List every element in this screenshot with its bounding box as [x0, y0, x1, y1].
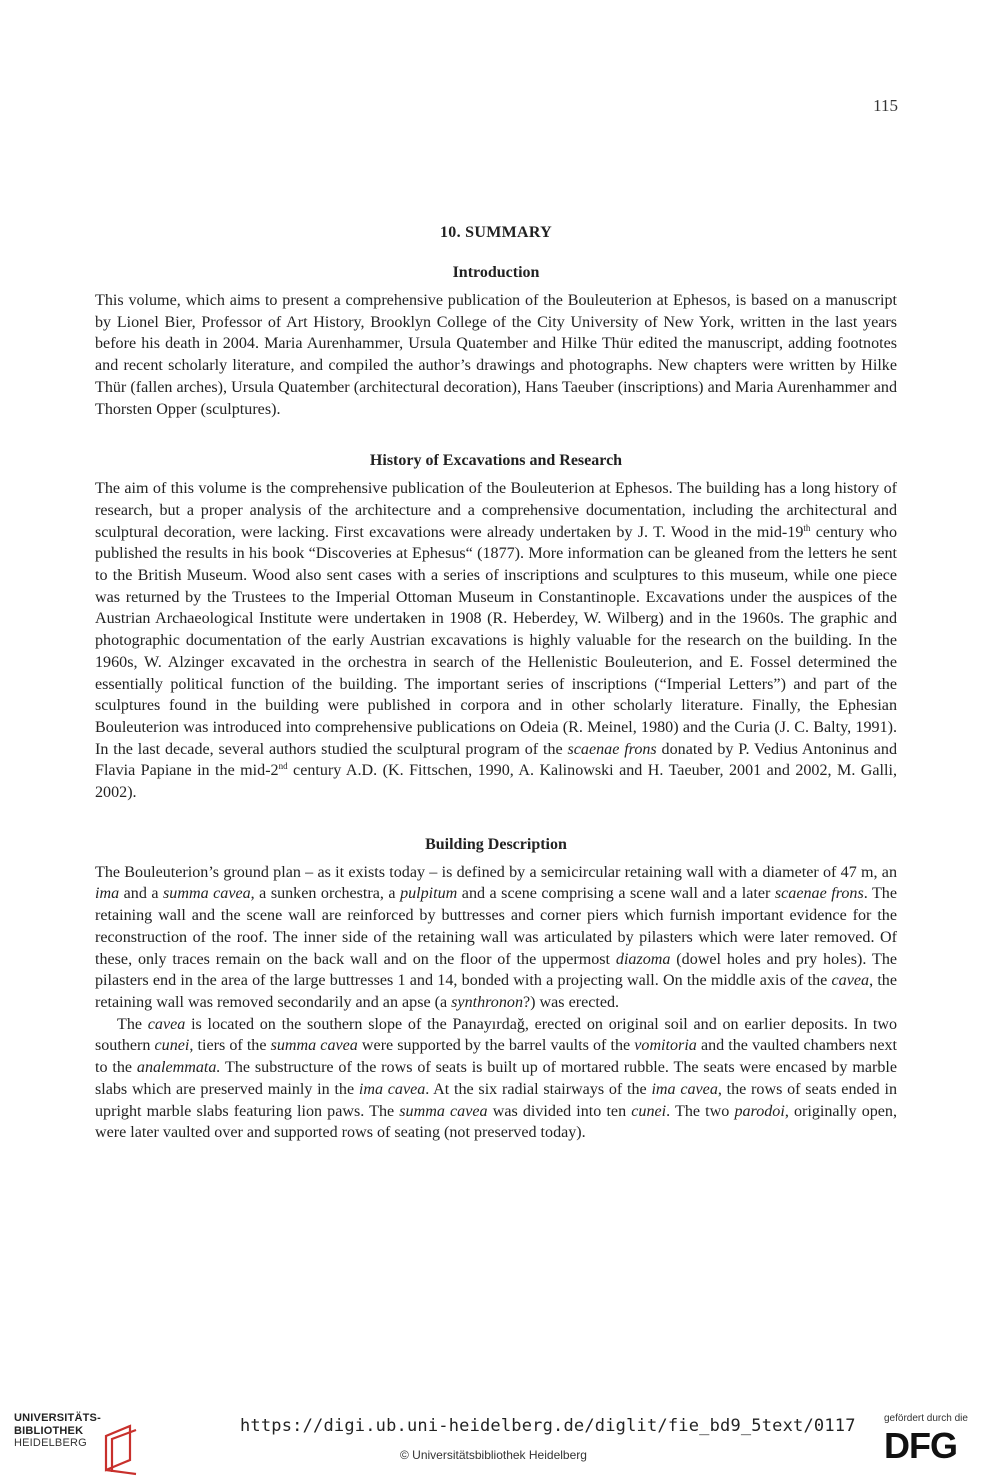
paragraph-introduction: This volume, which aims to present a comprehensive publication of the Bouleuterion at Ephesos, is based on a manuscript by Lionel Bier, Professor of Art History, Brooklyn College of the City University of New York, written in the last years before his death in 2004. Maria Aurenhammer, Ursula Quatember and Hilke Thür edited the manuscript, adding footnotes and recent scholarly literature, and compiled the author’s drawings and photographs. New chapters were written by Hilke Thür (fallen arches), Ursula Quatember (architectural decoration), Hans Taeuber (inscriptions) and Maria Aurenhammer and Thorsten Opper (sculptures). — [95, 292, 897, 418]
section-heading-introduction: Introduction — [452, 264, 540, 281]
section-heading-history: History of Excavations and Research — [369, 452, 623, 470]
library-name-line-1: UNIVERSITÄTS- — [14, 1412, 101, 1424]
section-heading-building: Building Description — [425, 835, 567, 853]
paragraph-building-2: The cavea is located on the southern slope of the Panayırdağ, erected on original soil and on earlier deposits. In two southern cunei, tiers of the summa cavea were supported by the barrel vaults of the vomitoria and the vaulted chambers next to the analemmata. The substructure of the rows of seats is built up of mortared rubble. The seats were encased by marble slabs which are preserved mainly in the ima cavea. At the six radial stairways of the ima cavea, the rows of seats ended in upright marble slabs featuring lion paws. The summa cavea was divided into ten cunei. The two parodoi, originally open, were later vaulted over and supported rows of seating (not preserved today). — [95, 1015, 898, 1142]
paragraph-building-1: The Bouleuterion’s ground plan – as it exists today – is defined by a semicircular retaining wall with a diameter of 47 m, an ima and a summa cavea, a sunken orchestra, a pulpitum and a scene comprising a scene wall and a later scaenae frons. The retaining wall and the scene wall are reinforced by buttresses and corner piers which furnish important evidence for the reconstruction of the roof. The inner side of the retaining wall was articulated by pilasters which were later removed. Of these, only traces remain on the back wall and on the floor of the uppermost diazoma (dowel holes and pry holes). The pilasters end in the area of the large buttresses 1 and 14, bonded with a projecting wall. On the middle axis of the cavea, the retaining wall was removed secondarily and an apse (a synthronon?) was erected. — [95, 863, 898, 1011]
library-name-line-2: BIBLIOTHEK — [14, 1424, 84, 1437]
library-logo[interactable] — [14, 1412, 101, 1450]
copyright-text: © Universitätsbibliothek Heidelberg — [400, 1448, 587, 1462]
dfg-logo[interactable]: DFG — [884, 1425, 957, 1466]
page-number: 115 — [873, 96, 898, 115]
footer-bar — [0, 1400, 992, 1474]
chapter-title: 10. SUMMARY — [439, 224, 553, 241]
library-name-line-3: HEIDELBERG — [14, 1437, 87, 1449]
source-url-link[interactable]: https://digi.ub.uni-heidelberg.de/diglit/fie_bd9_5text/0117 — [240, 1416, 856, 1436]
paragraph-history: The aim of this volume is the comprehensive publication of the Bouleuterion at Ephesos. The building has a long history of research, but a proper analysis of the architecture and a comprehensive documentation, including the architectural and sculptural decoration, were lacking. First excavations were already undertaken by J. T. Wood in the mid-19th century who published the results in his book “Discoveries at Ephesus“ (1877). More information can be gleaned from the letters he sent to the British Museum. Wood also sent cases with a series of inscriptions and sculptures to this museum, while one piece was returned by the Trustees to the Imperial Ottoman Museum in Constantinople. Excavations under the auspices of the Austrian Archaeological Institute were undertaken in 1908 (R. Heberdey, W. Wilberg) and in the 1960s. The graphic and photographic documentation of the early Austrian excavations is highly valuable for the research on the building. In the 1960s, W. Alzinger excavated in the orchestra in search of the Hellenistic Bouleuterion, and E. Fossel determined the essentially political function of the building. The important series of inscriptions (“Imperial Letters”) and part of the sculptures found in the building were published in corpora and in other scholarly literature. Finally, the Ephesian Bouleuterion was introduced into comprehensive publications on Odeia (R. Meinel, 1980) and the Curia (J. C. Balty, 1991). In the last decade, several authors studied the sculptural program of the scaenae frons donated by P. Vedius Antoninus and Flavia Papiane in the mid-2nd century A.D. (K. Fittschen, 1990, A. Kalinowski and H. Taeuber, 2001 and 2002, M. Galli, 2002). — [95, 480, 897, 802]
dfg-caption: gefördert durch die — [884, 1413, 968, 1424]
library-mark-icon — [100, 1422, 140, 1476]
main-text — [95, 224, 897, 1144]
